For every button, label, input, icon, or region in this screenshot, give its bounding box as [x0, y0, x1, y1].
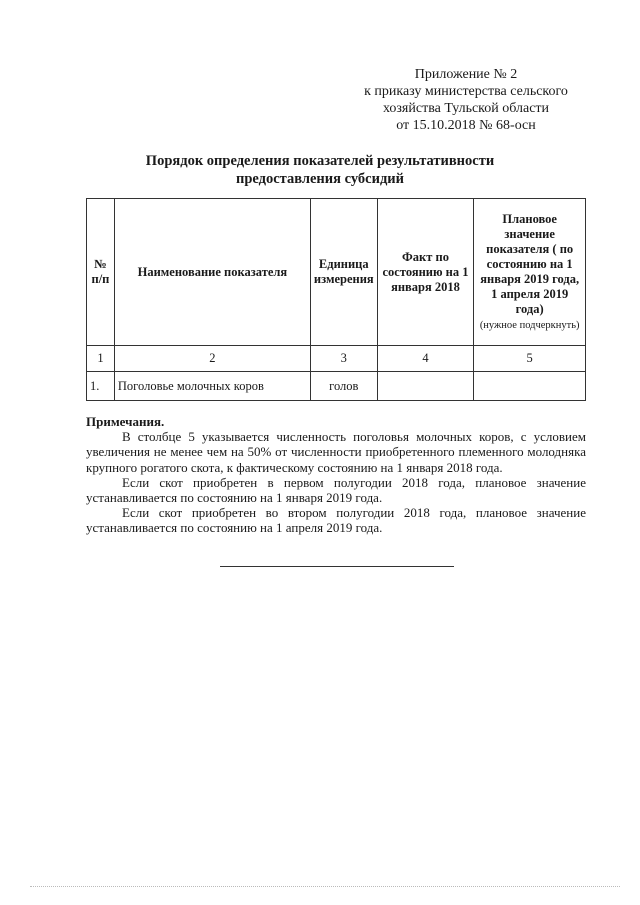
header-unit: Единица измерения [310, 199, 377, 346]
header-plan-text: Плановое значение показателя ( по состоянию на 1 января 2019 года, 1 апреля 2019 года) [480, 211, 580, 316]
scan-edge-dots [30, 886, 620, 887]
document-title [0, 152, 640, 188]
indicators-table [86, 198, 586, 401]
column-numbers-row [87, 346, 586, 372]
closing-rule [220, 566, 454, 567]
column-number: 3 [310, 346, 377, 372]
title-line-1: Порядок определения показателей результативности [145, 153, 495, 169]
row-name: Поголовье молочных коров [114, 372, 310, 401]
table-row [87, 372, 586, 401]
header-name: Наименование показателя [114, 199, 310, 346]
notes-section [86, 414, 586, 536]
column-number: 5 [474, 346, 586, 372]
table-header-row [87, 199, 586, 346]
note-paragraph-1: В столбце 5 указывается численность поголовья молочных коров, с условием увеличения не менее чем на 50% от численности приобретенного племенного молодняка крупного рогатого скота, к фактическому состоянию на 1 января 2018 года. [86, 429, 586, 475]
header-plan-note: (нужное подчеркнуть) [479, 319, 580, 331]
header-num: № п/п [87, 199, 115, 346]
notes-title: Примечания. [86, 414, 165, 429]
ministry-name: хозяйства Тульской области [382, 101, 550, 116]
column-number: 1 [87, 346, 115, 372]
title-line-2: предоставления субсидий [235, 171, 404, 187]
column-number: 4 [377, 346, 474, 372]
row-num: 1. [87, 372, 115, 401]
order-reference: к приказу министерства сельского [364, 84, 568, 99]
note-paragraph-2: Если скот приобретен в первом полугодии 2018 года, плановое значение устанавливается по состоянию на 1 января 2019 года. [86, 474, 586, 506]
order-date-number: от 15.10.2018 № 68-осн [396, 118, 536, 133]
header-plan [474, 199, 586, 346]
row-unit: голов [310, 372, 377, 401]
appendix-header [346, 66, 586, 134]
header-fact: Факт по состоянию на 1 января 2018 [377, 199, 474, 346]
note-paragraph-3: Если скот приобретен во втором полугодии 2018 года, плановое значение устанавливается по состоянию на 1 апреля 2019 года. [86, 505, 586, 536]
column-number: 2 [114, 346, 310, 372]
row-plan [474, 372, 586, 401]
row-fact [377, 372, 474, 401]
appendix-number: Приложение № 2 [414, 67, 518, 82]
